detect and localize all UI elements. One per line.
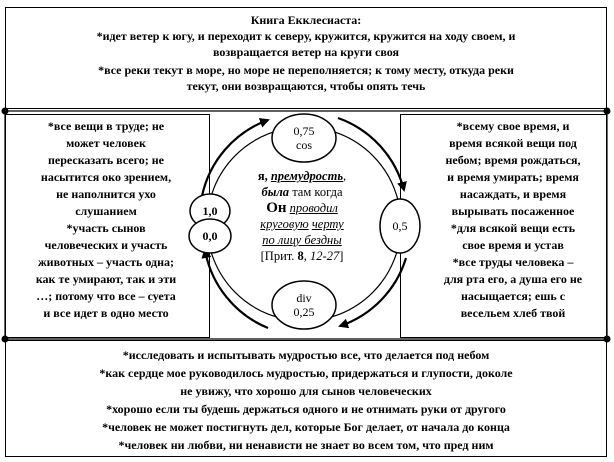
- center-ref: ]: [339, 249, 344, 263]
- left-line: пересказать всего; не: [47, 153, 164, 167]
- circle-left-lower-label: 0,0: [202, 229, 218, 243]
- bottom-line: *как сердце мое руководилось мудростью, придержаться и глупости, доколе: [99, 366, 513, 380]
- top-line: текут, они возвращаются, чтобы опять течь: [186, 79, 426, 93]
- top-text: [8, 12, 604, 94]
- top-title: Книга Екклесиаста:: [250, 13, 362, 27]
- left-line: животных – участь одна;: [37, 255, 174, 269]
- left-line: слушанием: [75, 204, 137, 218]
- right-line: свое время и устав: [462, 238, 564, 252]
- top-line: возвращается ветер на круги своя: [212, 45, 400, 59]
- left-line: …; потому что все – суета: [36, 289, 176, 303]
- circle-top-value: 0,75: [293, 124, 315, 138]
- right-line: насаждать, и время: [459, 187, 567, 201]
- right-line: и время умирать; время: [447, 170, 579, 184]
- left-line: и все идет в одно место: [43, 306, 169, 320]
- circle-top-label: [284, 124, 324, 152]
- circle-bottom-name: div: [296, 291, 312, 305]
- bottom-text: [8, 346, 604, 454]
- circle-top-name: cos: [296, 138, 312, 152]
- center-word: черту: [311, 217, 344, 231]
- center-word: там когда: [289, 185, 343, 199]
- top-line: *идет ветер к югу, и переходит к северу, кружится, кружится на ходу своем, и: [96, 29, 516, 43]
- center-word: ,: [343, 169, 347, 183]
- bottom-line: *хорошо если ты будешь держаться одного и не отнимать руки от другого: [106, 402, 506, 416]
- center-word: проводил: [289, 201, 338, 215]
- center-ref: 12-27: [310, 249, 340, 263]
- left-line: может человек: [66, 136, 146, 150]
- right-line: *все труды человека –: [452, 255, 574, 269]
- right-line: для рта его, а душа его не: [443, 272, 583, 286]
- right-line: небом; время рождаться,: [445, 153, 581, 167]
- center-ref: 8: [297, 249, 304, 263]
- bottom-line: *исследовать и испытывать мудростью все, что делается под небом: [122, 348, 490, 362]
- right-line: время всякой вещи под: [449, 136, 577, 150]
- left-line: не наполнится ухо: [56, 187, 156, 201]
- bottom-line: *человек ни любви, ни ненависти не знает во всем том, что пред ним: [118, 438, 494, 452]
- left-line: насытится око зрением,: [40, 170, 172, 184]
- right-line: вырывать посаженное: [451, 204, 575, 218]
- connector-dot: [604, 336, 611, 343]
- center-word: круговую: [260, 217, 309, 231]
- bottom-line: *человек не может постигнуть дел, которые Бог делает, от начала до конца: [102, 420, 510, 434]
- center-word: была: [261, 185, 290, 199]
- center-quote: [237, 168, 367, 264]
- center-ref: ,: [303, 249, 311, 263]
- circle-left-upper-label: 1,0: [202, 204, 218, 218]
- right-line: *всему свое время, и: [456, 119, 570, 133]
- circle-bottom-label: [284, 291, 324, 319]
- center-word: премудрость: [270, 169, 344, 183]
- left-line: человеческих и участь: [44, 238, 168, 252]
- right-line: *для всякой вещи есть: [450, 221, 576, 235]
- top-line: *все реки текут в море, но море не переполняется; к тому месту, откуда реки: [98, 63, 514, 77]
- left-line: *все вещи в труде; не: [47, 119, 165, 133]
- right-line: весельем хлеб твой: [460, 306, 566, 320]
- circle-bottom-value: 0,25: [293, 305, 315, 319]
- left-text: [8, 118, 204, 322]
- connector-dot: [2, 108, 9, 115]
- right-text: [422, 118, 604, 322]
- center-word: по лицу бездны: [262, 233, 342, 247]
- center-word: ,: [264, 169, 271, 183]
- center-ref: [Прит.: [260, 249, 298, 263]
- right-line: насыщается; ешь с: [460, 289, 566, 303]
- connector-dot: [604, 108, 611, 115]
- circle-right-label: 0,5: [392, 219, 408, 233]
- center-word: Он: [266, 200, 287, 216]
- left-line: как те умирают, так и эти: [35, 272, 177, 286]
- center-word: я: [257, 169, 265, 183]
- left-line: *участь сынов: [66, 221, 146, 235]
- connector-dot: [2, 336, 9, 343]
- bottom-line: не увижу, что хорошо для сынов человеческих: [180, 384, 432, 398]
